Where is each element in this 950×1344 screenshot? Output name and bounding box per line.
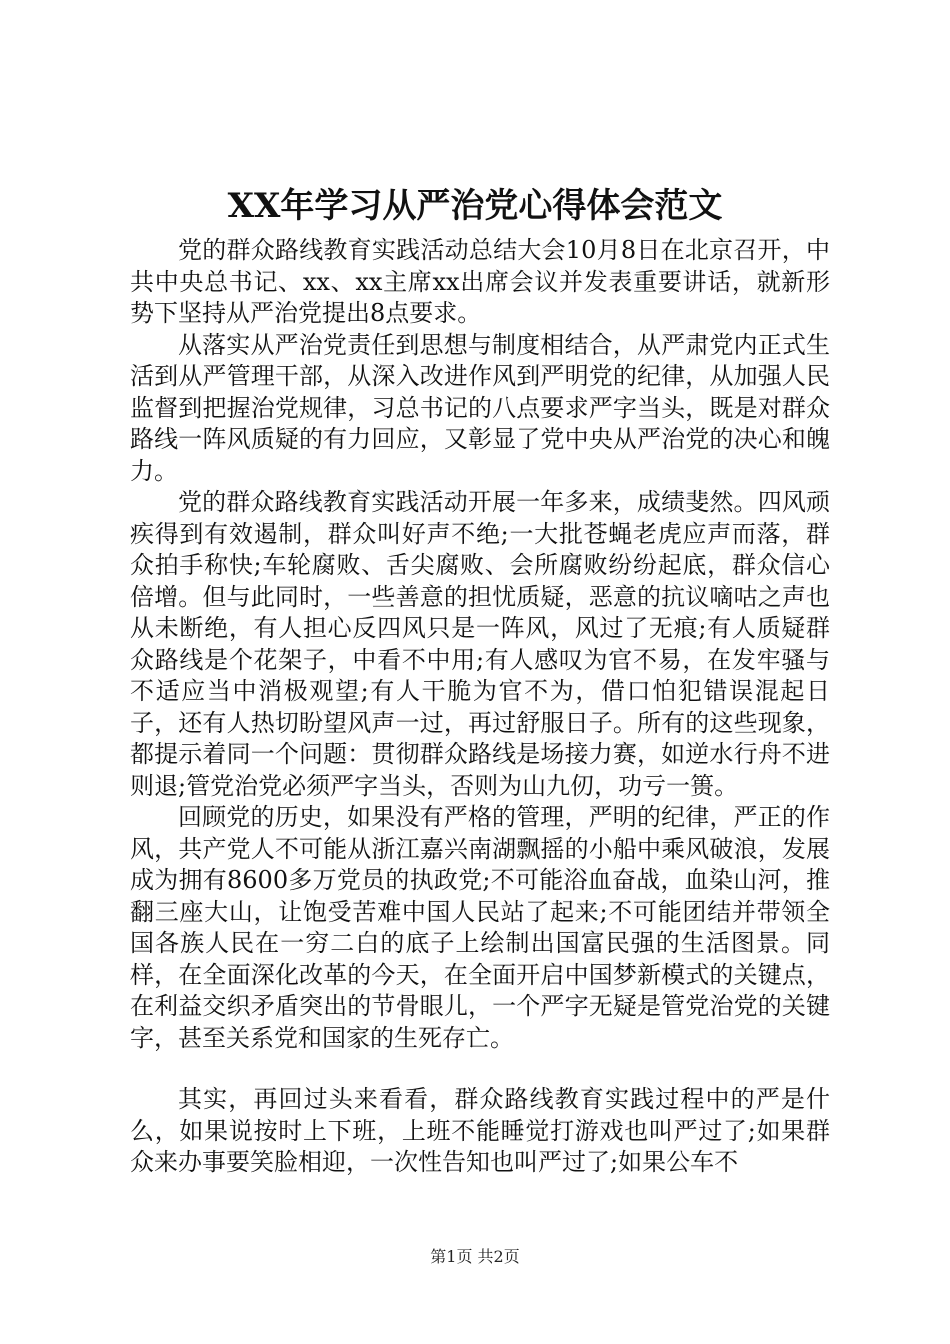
paragraph-1: 党的群众路线教育实践活动总结大会10月8日在北京召开，中共中央总书记、xx、xx主席xx出席会议并发表重要讲话，就新形势下坚持从严治党提出8点要求。: [130, 236, 830, 327]
paragraph-2: 从落实从严治党责任到思想与制度相结合，从严肃党内正式生活到从严管理干部，从深入改进作风到严明党的纪律，从加强人民监督到把握治党规律，习总书记的八点要求严字当头，既是对群众路线一阵风质疑的有力回应，又彰显了党中央从严治党的决心和魄力。: [130, 330, 830, 485]
document-title: XX年学习从严治党心得体会范文: [227, 186, 723, 226]
paragraph-3: 党的群众路线教育实践活动开展一年多来，成绩斐然。四风顽疾得到有效遏制，群众叫好声不绝;一大批苍蝇老虎应声而落，群众拍手称快;车轮腐败、舌尖腐败、会所腐败纷纷起底，群众信心倍增。但与此同时，一些善意的担忧质疑，恶意的抗议嘀咕之声也从未断绝，有人担心反四风只是一阵风，风过了无痕;有人质疑群众路线是个花架子，中看不中用;有人感叹为官不易，在发牢骚与不适应当中消极观望;有人干脆为官不为，借口怕犯错误混起日子，还有人热切盼望风声一过，再过舒服日子。所有的这些现象，都提示着同一个问题：贯彻群众路线是场接力赛，如逆水行舟不进则退;管党治党必须严字当头，否则为山九仞，功亏一篑。: [130, 488, 830, 800]
paragraph-5: 其实，再回过头来看看，群众路线教育实践过程中的严是什么，如果说按时上下班，上班不能睡觉打游戏也叫严过了;如果群众来办事要笑脸相迎，一次性告知也叫严过了;如果公车不: [130, 1085, 830, 1176]
page-number-footer: 第1页 共2页: [430, 1247, 520, 1266]
paragraph-spacer: [130, 1054, 830, 1084]
document-body: [130, 235, 830, 1179]
paragraph-4: 回顾党的历史，如果没有严格的管理，严明的纪律，严正的作风，共产党人不可能从浙江嘉兴南湖飘摇的小船中乘风破浪，发展成为拥有8600多万党员的执政党;不可能浴血奋战，血染山河，推翻三座大山，让饱受苦难中国人民站了起来;不可能团结并带领全国各族人民在一穷二白的底子上绘制出国富民强的生活图景。同样，在全面深化改革的今天，在全面开启中国梦新模式的关键点，在利益交织矛盾突出的节骨眼儿，一个严字无疑是管党治党的关键字，甚至关系党和国家的生死存亡。: [130, 803, 830, 1052]
